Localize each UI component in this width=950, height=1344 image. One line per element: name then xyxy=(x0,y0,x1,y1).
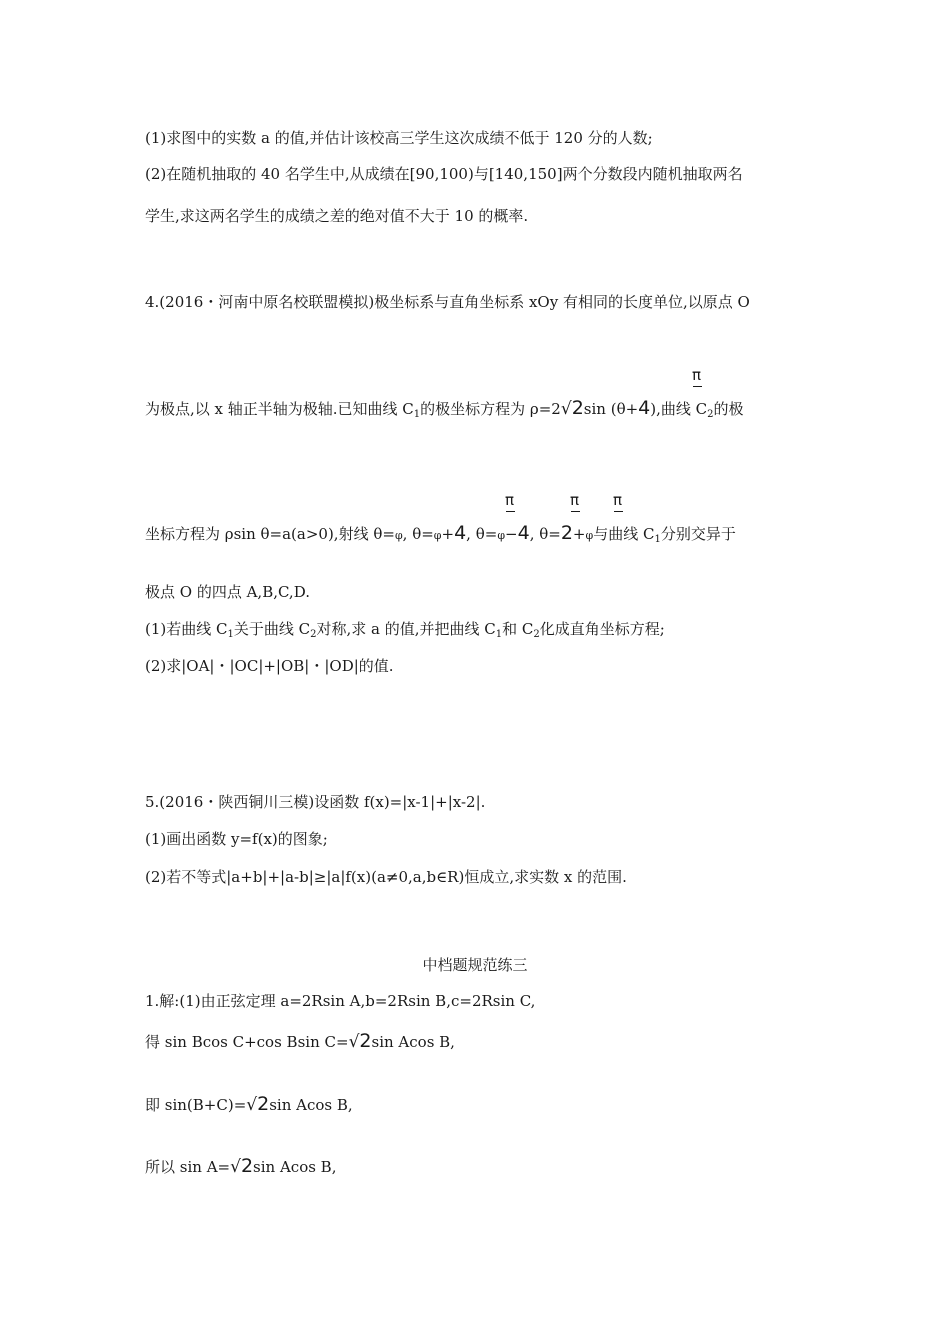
q4-part1-text-d: 和 C xyxy=(502,620,534,638)
q4-line2-text-c: sin (θ+ xyxy=(583,400,639,418)
q4-frac3-den: 4 xyxy=(517,522,530,544)
sqrt-sign: √ xyxy=(230,1157,241,1177)
q4-frac1-bar xyxy=(693,386,702,387)
q4-frac4-den: 2 xyxy=(560,522,573,544)
q4-line2-text-e: 的极 xyxy=(713,400,744,418)
q3-part1: (1)求图中的实数 a 的值,并估计该校高三学生这次成绩不低于 120 分的人数; xyxy=(145,129,653,147)
answers-heading: 中档题规范练三 xyxy=(422,956,528,974)
q4-frac3-pi: π xyxy=(570,491,580,509)
sqrt-radicand: 2 xyxy=(257,1093,270,1115)
phi-symbol: φ xyxy=(394,529,403,542)
q4-frac3-bar xyxy=(571,511,580,512)
q4-line2-text-b: 的极坐标方程为 ρ=2 xyxy=(420,400,561,418)
q3-part2-line2: 学生,求这两名学生的成绩之差的绝对值不大于 10 的概率. xyxy=(145,207,529,225)
sqrt-sign: √ xyxy=(560,399,572,419)
q4-sub: 2 xyxy=(310,629,317,640)
q4-frac2-bar xyxy=(506,511,515,512)
q4-frac2-den: 4 xyxy=(454,522,467,544)
q4-part1-text-c: 对称,求 a 的值,并把曲线 C xyxy=(316,620,496,638)
q4-part2: (2)求|OA|・|OC|+|OB|・|OD|的值. xyxy=(145,657,394,675)
sqrt-sign: √ xyxy=(246,1095,258,1115)
phi-symbol: φ xyxy=(585,529,594,542)
answer-line1: 1.解:(1)由正弦定理 a=2Rsin A,b=2Rsin B,c=2Rsin C, xyxy=(145,992,536,1010)
q4-line3-sep: , θ= xyxy=(402,525,434,543)
q4-sub: 1 xyxy=(227,629,234,640)
answer-line2 xyxy=(145,1031,455,1052)
q4-line2-text-a: 为极点,以 x 轴正半轴为极轴.已知曲线 C xyxy=(145,400,414,418)
q4-sub: 1 xyxy=(654,534,661,545)
q4-line3 xyxy=(145,523,736,550)
answer-line3 xyxy=(145,1094,353,1115)
q3-part2-line1: (2)在随机抽取的 40 名学生中,从成绩在[90,100)与[140,150]两个分数段内随机抽取两名 xyxy=(145,165,743,183)
answer-line4 xyxy=(145,1156,336,1177)
q4-sub: 2 xyxy=(533,629,540,640)
q4-intro: 4.(2016・河南中原名校联盟模拟)极坐标系与直角坐标系 xOy 有相同的长度单位,以原点 O xyxy=(145,293,750,311)
q4-frac1-pi: π xyxy=(692,366,702,384)
plus-sign: + xyxy=(572,525,586,543)
q4-sub: 1 xyxy=(495,629,503,640)
answer-line2-text-a: 得 sin Bcos C+cos Bsin C= xyxy=(145,1033,349,1051)
q5-part1: (1)画出函数 y=f(x)的图象; xyxy=(145,830,328,848)
sqrt-sign: √ xyxy=(348,1032,360,1052)
phi-symbol: φ xyxy=(433,529,442,542)
q5-intro: 5.(2016・陕西铜川三模)设函数 f(x)=|x-1|+|x-2|. xyxy=(145,793,486,811)
answer-line4-text-a: 所以 sin A= xyxy=(145,1158,231,1176)
plus-sign: + xyxy=(441,525,455,543)
sqrt-radicand: 2 xyxy=(571,397,584,419)
q4-line4: 极点 O 的四点 A,B,C,D. xyxy=(145,583,310,601)
q4-part1-text-b: 关于曲线 C xyxy=(233,620,311,638)
q4-part1 xyxy=(145,619,665,645)
q5-part2: (2)若不等式|a+b|+|a-b|≥|a|f(x)(a≠0,a,b∈R)恒成立,求实数 x 的范围. xyxy=(145,868,627,886)
q4-frac1-den: 4 xyxy=(638,397,651,419)
phi-symbol: φ xyxy=(497,529,506,542)
q4-line2-text-d: ),曲线 C xyxy=(650,400,708,418)
q4-frac4-bar xyxy=(614,511,623,512)
q4-line3-sep: , θ= xyxy=(529,525,561,543)
q4-frac4-pi: π xyxy=(613,491,623,509)
minus-sign: − xyxy=(505,525,518,543)
q4-line2 xyxy=(145,398,744,425)
q4-sub: 1 xyxy=(413,409,421,420)
q4-part1-text-e: 化成直角坐标方程; xyxy=(539,620,665,638)
answer-line4-text-b: sin Acos B, xyxy=(253,1158,337,1176)
answer-line3-text-a: 即 sin(B+C)= xyxy=(145,1096,247,1114)
q4-frac2-pi: π xyxy=(505,491,515,509)
q4-sub: 2 xyxy=(707,409,714,420)
answer-line2-text-b: sin Acos B, xyxy=(371,1033,455,1051)
q4-part1-text-a: (1)若曲线 C xyxy=(145,620,228,638)
q4-line3-text-a: 坐标方程为 ρsin θ=a(a>0),射线 θ= xyxy=(145,525,395,543)
q4-line3-text-c: 与曲线 C xyxy=(593,525,655,543)
q4-line3-text-d: 分别交异于 xyxy=(660,525,736,543)
sqrt-radicand: 2 xyxy=(240,1155,254,1177)
answer-line3-text-b: sin Acos B, xyxy=(269,1096,353,1114)
q4-line3-sep: , θ= xyxy=(466,525,498,543)
sqrt-radicand: 2 xyxy=(359,1030,372,1052)
